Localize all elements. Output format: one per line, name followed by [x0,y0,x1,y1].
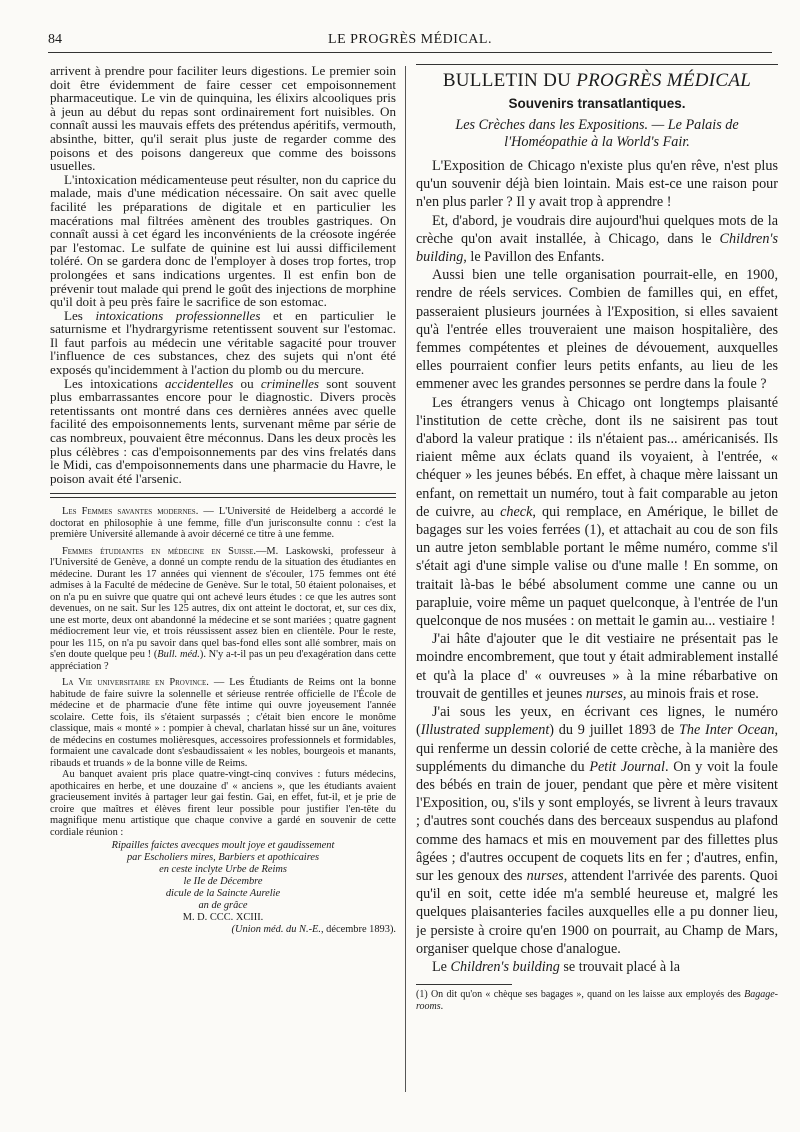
poem-line: an de grâce [198,900,248,912]
poem-line: Ripailles faictes avecques moult joye et gaudissement [111,840,335,852]
bulletin-title: BULLETIN DU PROGRÈS MÉDICAL [442,70,752,91]
news-section [50,506,396,936]
footnote: (1) On dit qu'on « chèque ses bagages », quand on les laisse aux employés des Bagage-rooms. [416,989,778,1012]
news-title: Femmes étudiantes en médecine en Suisse. [62,545,256,557]
paragraph-professional: Les intoxications professionnelles et en particulier le saturnisme et l'hydrargyrisme retentissent souvent sur l'estomac. Il faut parfois au médecin une véritable sagacité pour trouver l'influence de ces substances, chez des sujets qui n'ont été exposés qu'incidemment à l'action du plomb ou du mercure. [50,307,396,378]
menu-inscription [50,840,396,936]
paragraph: Aussi bien une telle organisation pourrait-elle, en 1900, rendre de réels services. Combien de familles qui, en effet, passeraient plusieurs journées à l'Exposition, si elles savaient qu'à l'entrée elles trouveraient une maison hospitalière, des femmes compétentes et pleines de dévouement, auxquelles elles pourraient confier leurs petits enfants, au lieu de les emmener avec les grandes personnes se perdre dans la foule ? [416,267,778,393]
paragraph: L'intoxication médicamenteuse peut résulter, non du caprice du malade, mais d'une médication nécessaire. On sait avec quelle facilité les préparations de digitale et en particulier les macérations mal filtrées amènent des troubles gastriques. On connaît aussi à cet égard les inconvénients de la créosote ingérée par l'estomac. Le sulfate de quinine est lui aussi difficilement toléré. On se gardera donc de l'employer à doses trop fortes, trop prolongées et sans indications urgentes. Il est enfin bon de prévenir tout malade qui prend le goût des injections de morphine qu'il doit à peu près faire le sacrifice de son estomac. [50,171,396,310]
section-separator [50,493,396,498]
poem-line: M. D. CCC. XCIII. [182,912,264,924]
paragraph: J'ai hâte d'ajouter que le dit vestiaire ne présentait pas le moindre encombrement, que tout y était admirablement installé et qu'à la place d' « ouvreuses » à la mine rébarbative on trouvait de gentilles et jeunes nurses, au minois frais et rose. [416,631,778,702]
left-column [50,64,396,1104]
news-item: Au banquet avaient pris place quatre-vingt-cinq convives : futurs médecins, apothicaires en herbe, et une douzaine d' « anciens », que les étudiants avaient gracieusement invités à partager leur gai festin. Gai, en effet, fut-il, et je prie de croire que maîtres et élèves firent leur possible pour justifier l'en-tête du magnifique menu artistique que chaque convive a gardé en souvenir de cette cordiale réunion : [50,769,396,838]
article-lede: Les Crèches dans les Expositions. — Le Palais de l'Homéopathie à la World's Fair. [455,117,739,150]
news-item: La Vie universitaire en Province. — Les Étudiants de Reims ont la bonne habitude de faire suivre la solennelle et sérieuse rentrée officielle de l'École de médecine et de pharmacie d'une fête intime qui ouvre joyeusement l'année scolaire. Cette fois, ils s'étaient surpassés ; c'était bien encore le monôme classique, mais « monté » : pompier à cheval, charlatan hissé sur un âne, voitures de médecins en costumes molièresques, accessoires professionnels et formidables, formaient une cavalcade dont s'esbaudissaient « les nobles, bourgeois et manants, ribauds et truands » de la bonne ville de Reims. [50,677,396,769]
article-continuation [50,64,396,485]
news-item: Les Femmes savantes modernes. — L'Université de Heidelberg a accordé le doctorat en philosophie à une femme, fille d'un jurisconsulte connu : c'est la première Université allemande à avoir décerné ce titre à une femme. [50,506,396,541]
poem-line: par Escholiers mires, Barbiers et apothicaires [126,852,320,864]
news-item: Femmes étudiantes en médecine en Suisse.—M. Laskowski, professeur à l'Université de Genève, a donné un compte rendu de la situation des étudiantes en médecine. Durant les 17 années qui viennent de s'écouler, 175 femmes ont été admises à la Faculté de médecine de Genève. Sur le total, 50 étaient polonaises, et on n'a pu en suivre que quatre qui ont achevé leurs études : ce que les autres sont devenues, on ne sait. Sur les 125 autres, dix ont atteint le doctorat, et, sur ces dix, une est morte, deux ont abandonné la médecine et se sont mariées ; quatre gagnent médiocrement leur vie, et trois réussissent assez bien en clientèle. Pour le reste, pour les 115, on n'a pu savoir dans quel bas-fond elles sont allé sombrer, mais on s'en doute quelque peu ! (Bull. méd.). N'y a-t-il pas un peu d'exagération dans cette appréciation ? [50,545,396,672]
article-body [416,157,778,976]
footnote-rule [416,984,512,985]
paragraph: J'ai sous les yeux, en écrivant ces lignes, le numéro (Illustrated supplement) du 9 juillet 1893 de The Inter Ocean, qui renferme un dessin colorié de cette crèche, à la manière des suppléments du dimanche du Petit Journal. On y voit la foule des bébés en train de jouer, pendant que père et mère visitent l'Exposition, ou, s'ils y sont employés, se livrent à leurs travaux ; d'autres sont couchés dans des berceaux suspendus au plafond comme des hamacs et mis en mouvement par des fillettes plus âgées ; d'autres occupent de coquets lits en fer ; d'autres, enfin, sur les genoux des nurses, attendent l'arrivée des parents. Quoi qu'il en soit, cette idée m'a semblé heureuse et, malgré les quelques plaisanteries faciles auxquelles elle a pu donner lieu, je persiste à croire qu'en 1900 on pourrait, au Champ de Mars, organiser quelque chose d'analogue. [416,704,778,957]
article-subtitle: Souvenirs transatlantiques. [508,96,686,111]
paragraph: arrivent à prendre pour faciliter leurs digestions. Le premier soin doit être évidemment de faire cesser cet empoisonnement pharmaceutique. Le vin de quinquina, les élixirs alcooliques pris à jeun au début du repas sont ordinairement fort nuisibles. On connaît aussi les mauvais effets des prétendus apéritifs, vermouth, absinthe, bitter, qu'il serait plus juste de regarder comme des poisons et des poisons dangereux que comme des boissons usuelles. [50,64,396,174]
paragraph: L'Exposition de Chicago n'existe plus qu'en rêve, n'est plus qu'un souvenir déjà bien lointain. Mais est-ce une raison pour n'en plus parler ? Il y avait trop à apprendre ! [416,158,778,211]
running-title: LE PROGRÈS MÉDICAL. [328,32,492,47]
paragraph: Et, d'abord, je voudrais dire aujourd'hui quelques mots de la crèche qu'on avait installée, à Chicago, dans le Children's building, le Pavillon des Enfants. [416,212,778,266]
paragraph: Le Children's building se trouvait placé à la [432,958,680,975]
poem-line: le IIe de Décembre [183,876,263,888]
poem-source: (Union méd. du N.-E., décembre 1893). [231,924,396,936]
page-number: 84 [48,32,62,47]
paragraph-accidental: Les intoxications accidentelles ou criminelles sont souvent plus embarrassantes encore pour le diagnostic. Divers procès retentissants ont montré dans ces dernières années avec quelle facilité des empoisonnements lents, survenant même par série de cas nombreux, pouvaient être méconnus. Dans les deux procès les plus célèbres : cas d'empoisonnements par des vins frelatés dans le Midi, cas d'empoisonnements dans une pharmacie du Havre, le poison avait été l'arsenic. [50,375,396,486]
right-column [416,64,778,1104]
paragraph: Les étrangers venus à Chicago ont longtemps plaisanté l'institution de cette crèche, dont ils ne saisirent pas tout d'abord la valeur pratique : ils n'étaient pas... américanisés. Ils riaient même aux éclats quand ils voyaient, à l'entrée, « chéquer » les jeunes bébés. En effet, à chaque mère laissant un enfant, on remettait un numéro, tout à fait comparable au jeton de cuivre, au check, qui remplace, en Amérique, le billet de bagages sur les voies ferrées (1), et attachait au cou de son fils un autre jeton semblable portant le même numéro, comme s'il s'était agi d'une simple valise ou d'une malle ! En somme, on traitait là-bas le bébé absolument comme une canne ou un parapluie, voire même un paquet quelconque, à l'entrée de l'un quelconque de nos musées : on mettait le gamin au... vestiaire ! [416,394,778,630]
news-title: Les Femmes savantes modernes. [62,506,199,518]
poem-line: en ceste inclyte Urbe de Reims [159,864,287,876]
column-divider [405,66,406,1092]
news-title: La Vie universitaire en Province. [62,677,209,689]
page-header [48,30,772,53]
poem-line: dicule de la Saincte Aurelie [165,888,281,900]
